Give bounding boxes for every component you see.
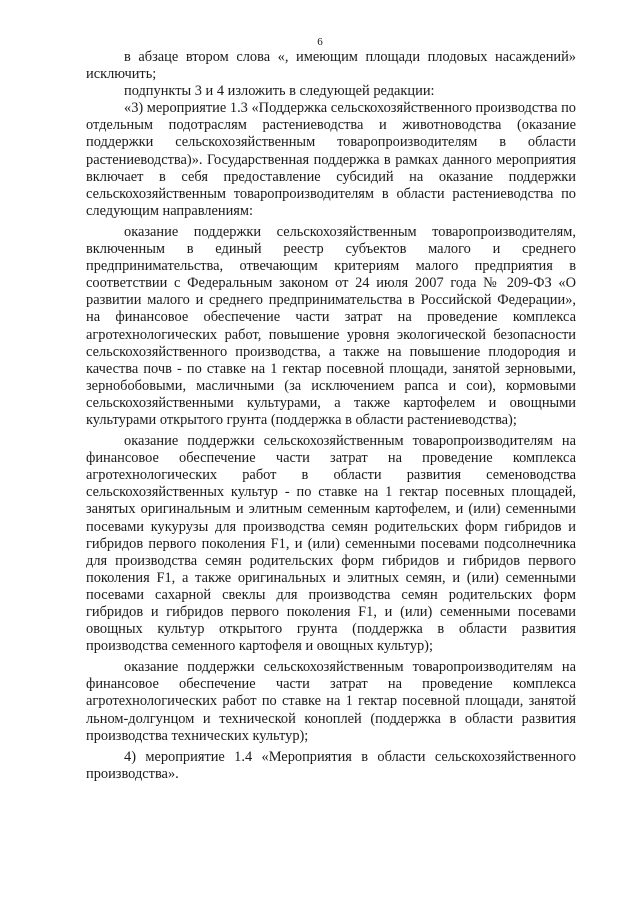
document-body (86, 49, 576, 783)
paragraph-subpoints-intro: подпункты 3 и 4 изложить в следующей редакции: (124, 83, 435, 100)
paragraph-support-seed-production: оказание поддержки сельскохозяйственным товаропроизводителям на финансовое обеспечение части затрат на проведение комплекса агротехнологических работ в области развития семеноводства сельскохозяйственных культур - по ставке на 1 гектар посевных площадей, занятых оригинальным и элитным семенным картофелем, и (или) семенными посевами кукурузы для производства семян родительских форм гибридов и гибридов первого поколения F1, и (или) семенными посевами подсолнечника для производства семян родительских форм гибридов и гибридов первого поколения F1, а также оригинальных и элитных семян, и (или) семенными посевами сахарной свеклы для производства семян родительских форм гибридов и гибридов первого поколения F1, и (или) семенными посевами овощных культур открытого грунта (поддержка в области развития производства семенного картофеля и овощных культур); (86, 433, 576, 655)
paragraph-support-technical-crops: оказание поддержки сельскохозяйственным товаропроизводителям на финансовое обеспечение части затрат на проведение комплекса агротехнологических работ по ставке на 1 гектар посевной площади, занятой льном-долгунцом и технической коноплей (поддержка в области развития производства технических культур); (86, 659, 576, 744)
paragraph-measure-1-3: «3) мероприятие 1.3 «Поддержка сельскохозяйственного производства по отдельным подотраслям растениеводства и животноводства (оказание поддержки сельскохозяйственным товаропроизводителям в области растениеводства)». Государственная поддержка в рамках данного мероприятия включает в себя предоставление субсидий на оказание поддержки сельскохозяйственным товаропроизводителям в области растениеводства по следующим направлениям: (86, 100, 576, 219)
page-number: 6 (317, 36, 323, 48)
paragraph-support-small-business: оказание поддержки сельскохозяйственным товаропроизводителям, включенным в единый реестр субъектов малого и среднего предпринимательства, отвечающим критериям малого предприятия в соответствии с Федеральным законом от 24 июля 2007 года № 209-ФЗ «О развитии малого и среднего предпринимательства в Российской Федерации», на финансовое обеспечение части затрат на проведение комплекса агротехнологических работ, повышение уровня экологической безопасности сельскохозяйственного производства, а также на повышение плодородия и качества почв - по ставке на 1 гектар посевной площади, занятой зерновыми, зернобобовыми, масличными (за исключением рапса и сои), кормовыми сельскохозяйственными культурами, а также картофелем и овощными культурами открытого грунта (поддержка в области растениеводства); (86, 223, 576, 428)
paragraph-exclude-words: в абзаце втором слова «, имеющим площади плодовых насаждений» исключить; (86, 49, 576, 83)
paragraph-measure-1-4: 4) мероприятие 1.4 «Мероприятия в области сельскохозяйственного производства». (86, 748, 576, 782)
